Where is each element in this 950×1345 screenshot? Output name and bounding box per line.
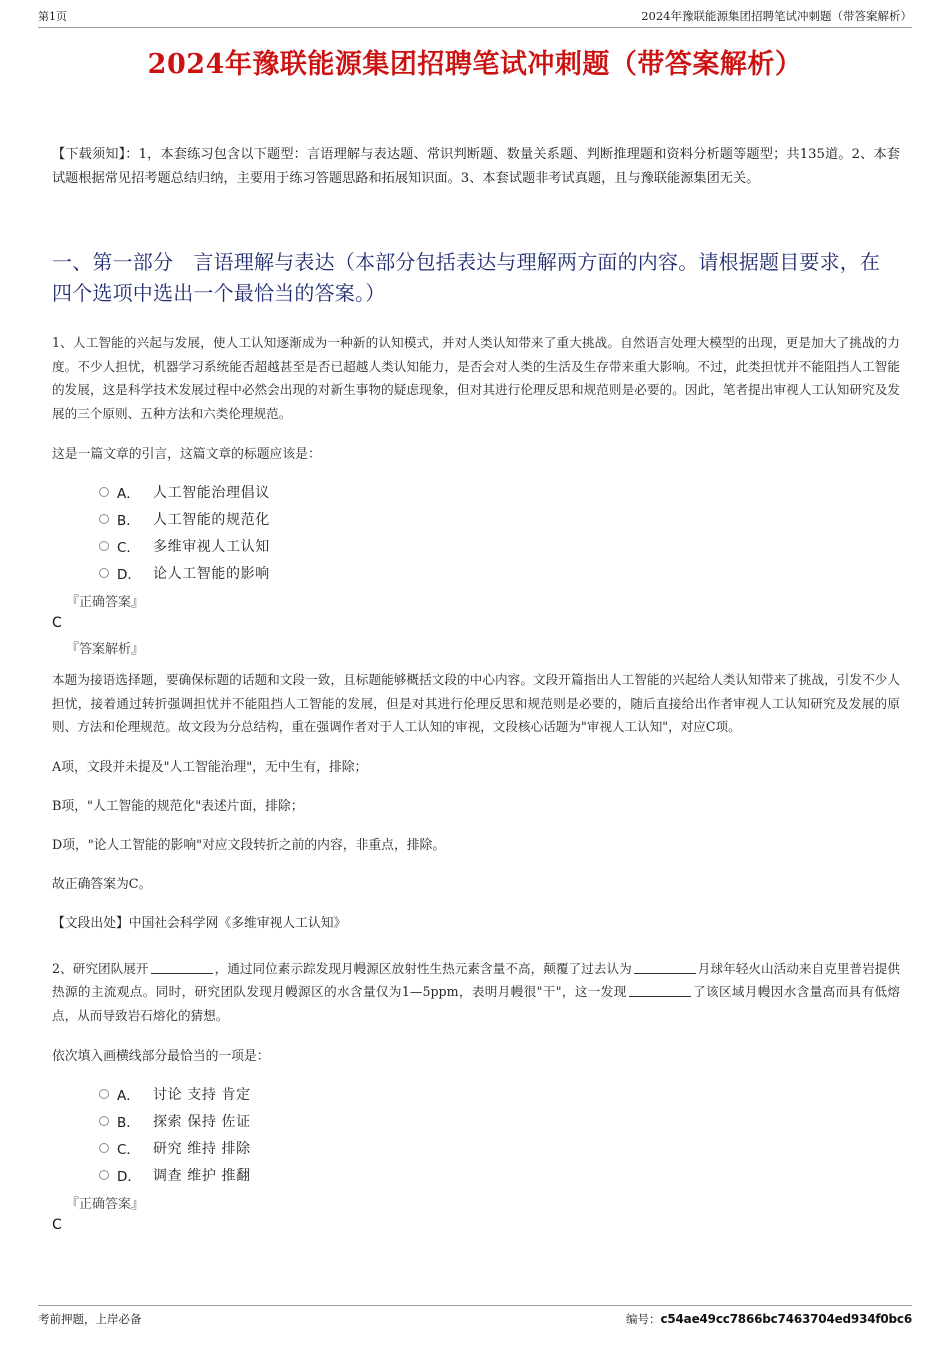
conclusion-note: 故正确答案为C。 bbox=[52, 876, 152, 892]
document-body bbox=[52, 143, 900, 1241]
option-label: 论人工智能的影响 bbox=[153, 565, 270, 582]
question-stem: 1、人工智能的兴起与发展，使人工认知逐渐成为一种新的认知模式，并对人类认知带来了重大挑战。自然语言处理大模型的出现，更是加大了挑战的力度。不少人担忧，机器学习系统能否超越甚至是否已超越人类认知能力，是否会对人类的生活及生存带来重大影响。不过，此类担忧并不能阻挡人工智能的发展，这是科学技术发展过程中必然会出现的对新生事物的疑虑现象，但对其进行伦理反思和规范则是必要的。因此，笔者提出审视人工认知研究及发展的三个原则、五种方法和六类伦理规范。 bbox=[52, 335, 900, 421]
question-block bbox=[52, 957, 900, 1236]
question-prompt: 这是一篇文章的引言，这篇文章的标题应该是： bbox=[52, 447, 321, 462]
option-item-c[interactable] bbox=[52, 1136, 900, 1159]
radio-button-icon[interactable] bbox=[99, 514, 109, 524]
radio-button-icon[interactable] bbox=[99, 1116, 109, 1126]
correct-answer-label: 『正确答案』 bbox=[66, 595, 145, 610]
option-label: 讨论 支持 肯定 bbox=[153, 1086, 251, 1103]
option-item-b[interactable] bbox=[52, 507, 900, 530]
stem-segment-3: 月球年轻火山活动来自克里普岩提供热源的主流观点。同时，研究团队发现月幔源区的水含量仅为1—5ppm，表明月幔很"干"，这一发现 bbox=[52, 960, 901, 999]
option-label: 人工智能治理倡议 bbox=[153, 484, 270, 501]
option-letter: A． bbox=[117, 1087, 140, 1104]
download-notice: 【下载须知】：1，本套练习包含以下题型：言语理解与表达题、常识判断题、数量关系题、判断推理题和资料分析题等题型；共135道。2、本套试题根据常见招考题总结归纳，主要用于练习答题思路和拓展知识面。3、本套试题非考试真题，且与豫联能源集团无关。 bbox=[52, 147, 900, 186]
option-letter: C． bbox=[117, 1141, 140, 1158]
option-label: 调查 维护 推翻 bbox=[153, 1167, 251, 1184]
radio-button-icon[interactable] bbox=[99, 1143, 109, 1153]
radio-button-icon[interactable] bbox=[99, 568, 109, 578]
correct-answer-value: C bbox=[52, 615, 62, 631]
option-note-a: A项，文段并未提及"人工智能治理"，无中生有，排除； bbox=[52, 759, 368, 775]
option-letter: D． bbox=[117, 1168, 141, 1185]
analysis-label: 『答案解析』 bbox=[66, 642, 145, 657]
option-list bbox=[52, 480, 900, 584]
option-item-c[interactable] bbox=[52, 534, 900, 557]
radio-button-icon[interactable] bbox=[99, 541, 109, 551]
option-item-b[interactable] bbox=[52, 1109, 900, 1132]
footer-slogan: 考前押题，上岸必备 bbox=[38, 1312, 142, 1326]
option-item-d[interactable] bbox=[52, 561, 900, 584]
analysis-text: 本题为接语选择题，要确保标题的话题和文段一致，且标题能够概括文段的中心内容。文段开篇指出人工智能的兴起给人类认知带来了挑战，引发不少人担忧，接着通过转折强调担忧并不能阻挡人工智能的发展，但是对其进行伦理反思和规范则是必要的，随后直接给出作者审视人工认知研究及发展的原则、方法和伦理规范。故文段为分总结构，重在强调作者对于人工认知的审视，文段核心话题为"审视人工认知"，对应C项。 bbox=[52, 672, 900, 734]
correct-answer-value: C bbox=[52, 1217, 62, 1233]
correct-answer-label: 『正确答案』 bbox=[66, 1197, 145, 1212]
fill-blank-3[interactable] bbox=[629, 983, 691, 997]
radio-button-icon[interactable] bbox=[99, 1089, 109, 1099]
footer-code-label: 编号： bbox=[625, 1312, 661, 1326]
footer-code-wrap bbox=[626, 1311, 912, 1327]
option-item-d[interactable] bbox=[52, 1163, 900, 1186]
stem-segment-2: ，通过同位素示踪发现月幔源区放射性生热元素含量不高，颠覆了过去认为 bbox=[214, 960, 632, 976]
question-stem bbox=[52, 957, 900, 1028]
footer-code-value: c54ae49cc7866bc7463704ed934f0bc6 bbox=[660, 1312, 912, 1326]
option-letter: B． bbox=[117, 512, 140, 529]
page-number-label: 第1页 bbox=[38, 10, 67, 23]
option-letter: C． bbox=[117, 539, 140, 556]
radio-button-icon[interactable] bbox=[99, 487, 109, 497]
section-heading: 一、第一部分 言语理解与表达（本部分包括表达与理解两方面的内容。请根据题目要求，在四个选项中选出一个最恰当的答案。） bbox=[52, 250, 881, 305]
option-label: 多维审视人工认知 bbox=[153, 538, 270, 555]
fill-blank-2[interactable] bbox=[634, 960, 696, 974]
option-letter: A． bbox=[117, 485, 140, 502]
option-letter: B． bbox=[117, 1114, 140, 1131]
header-running-title: 2024年豫联能源集团招聘笔试冲刺题（带答案解析） bbox=[641, 9, 912, 23]
option-note-b: B项，"人工智能的规范化"表述片面，排除； bbox=[52, 798, 304, 814]
option-letter: D． bbox=[117, 566, 141, 583]
page-header bbox=[38, 8, 912, 28]
stem-segment-1: 2、研究团队展开 bbox=[52, 960, 149, 976]
question-prompt: 依次填入画横线部分最恰当的一项是： bbox=[52, 1049, 270, 1064]
stem-segment-4: 了该区域月幔因水含量高而具有低熔点，从而导致岩石熔化的猜想。 bbox=[52, 984, 900, 1023]
option-label: 探索 保持 佐证 bbox=[153, 1113, 251, 1130]
question-block bbox=[52, 331, 900, 935]
option-list bbox=[52, 1082, 900, 1186]
option-item-a[interactable] bbox=[52, 1082, 900, 1105]
option-item-a[interactable] bbox=[52, 480, 900, 503]
option-label: 研究 维持 排除 bbox=[153, 1140, 251, 1157]
page-footer bbox=[38, 1305, 912, 1327]
option-note-d: D项，"论人工智能的影响"对应文段转折之前的内容，非重点，排除。 bbox=[52, 837, 446, 853]
option-label: 人工智能的规范化 bbox=[153, 511, 270, 528]
fill-blank-1[interactable] bbox=[151, 960, 213, 974]
radio-button-icon[interactable] bbox=[99, 1170, 109, 1180]
passage-source: 【文段出处】中国社会科学网《多维审视人工认知》 bbox=[52, 915, 347, 931]
document-title: 2024年豫联能源集团招聘笔试冲刺题（带答案解析） bbox=[147, 49, 803, 80]
